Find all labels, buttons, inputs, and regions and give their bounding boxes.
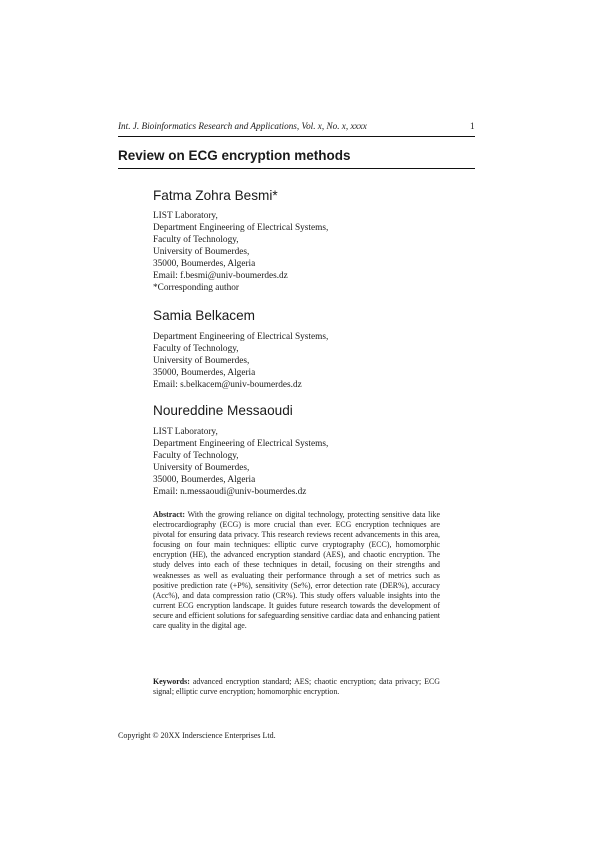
affiliation-line: 35000, Boumerdes, Algeria <box>153 259 256 270</box>
author-affiliation-1 <box>153 210 328 294</box>
copyright-notice: Copyright © 20XX Inderscience Enterprises Ltd. <box>118 731 276 740</box>
author-email: Email: s.belkacem@univ-boumerdes.dz <box>153 380 302 391</box>
keywords-text: advanced encryption standard; AES; chaotic encryption; data privacy; ECG signal; elliptic curve encryption; homomorphic encryption. <box>153 677 440 697</box>
author-name-3: Noureddine Messaoudi <box>153 403 293 418</box>
author-name-1: Fatma Zohra Besmi* <box>153 188 278 203</box>
affiliation-line: Faculty of Technology, <box>153 451 239 462</box>
keywords-label: Keywords: <box>153 677 190 686</box>
title-rule-bottom <box>118 168 475 169</box>
affiliation-line: Department Engineering of Electrical Systems, <box>153 223 329 234</box>
affiliation-line: University of Boumerdes, <box>153 356 250 367</box>
abstract <box>153 510 440 631</box>
affiliation-line: LIST Laboratory, <box>153 427 218 437</box>
affiliation-line: University of Boumerdes, <box>153 463 250 474</box>
affiliation-line: Department Engineering of Electrical Systems, <box>153 332 329 342</box>
affiliation-line: 35000, Boumerdes, Algeria <box>153 368 256 379</box>
author-name-2: Samia Belkacem <box>153 308 255 323</box>
affiliation-line: LIST Laboratory, <box>153 211 218 221</box>
title-rule-top <box>118 136 475 137</box>
author-email: Email: n.messaoudi@univ-boumerdes.dz <box>153 487 307 498</box>
page-number: 1 <box>470 121 475 131</box>
affiliation-line: Faculty of Technology, <box>153 235 239 246</box>
affiliation-line: Faculty of Technology, <box>153 344 239 355</box>
author-email: Email: f.besmi@univ-boumerdes.dz <box>153 271 288 282</box>
abstract-text: With the growing reliance on digital technology, protecting sensitive data like electrocardiography (ECG) is more crucial than ever. ECG encryption techniques are pivotal for ensuring data privacy. This research reviews recent advancements in this area, focusing on four main techniques: elliptic curve cryptography (ECC), homomorphic encryption (HE), the advanced encryption standard (AES), and chaotic encryption. The study delves into each of these techniques in detail, focusing on their strengths and weaknesses as well as evaluating their performance through a set of metrics such as positive prediction rate (+P%), sensitivity (Se%), error detection rate (DER%), accuracy (Acc%), and data compression ratio (CR%). This study offers valuable insights into the current ECG encryption landscape. It guides future research towards the development of secure and efficient solutions for safeguarding sensitive cardiac data and enhancing patient care quality in the digital age. <box>153 510 440 631</box>
affiliation-line: Department Engineering of Electrical Systems, <box>153 439 329 450</box>
affiliation-line: 35000, Boumerdes, Algeria <box>153 475 256 486</box>
running-head: Int. J. Bioinformatics Research and Applications, Vol. x, No. x, xxxx <box>118 121 367 131</box>
keywords <box>153 677 440 697</box>
corresponding-author-note: *Corresponding author <box>153 283 239 294</box>
author-affiliation-3 <box>153 426 328 498</box>
abstract-label: Abstract: <box>153 510 185 519</box>
paper-title: Review on ECG encryption methods <box>118 148 351 163</box>
author-affiliation-2 <box>153 331 328 391</box>
affiliation-line: University of Boumerdes, <box>153 247 250 258</box>
